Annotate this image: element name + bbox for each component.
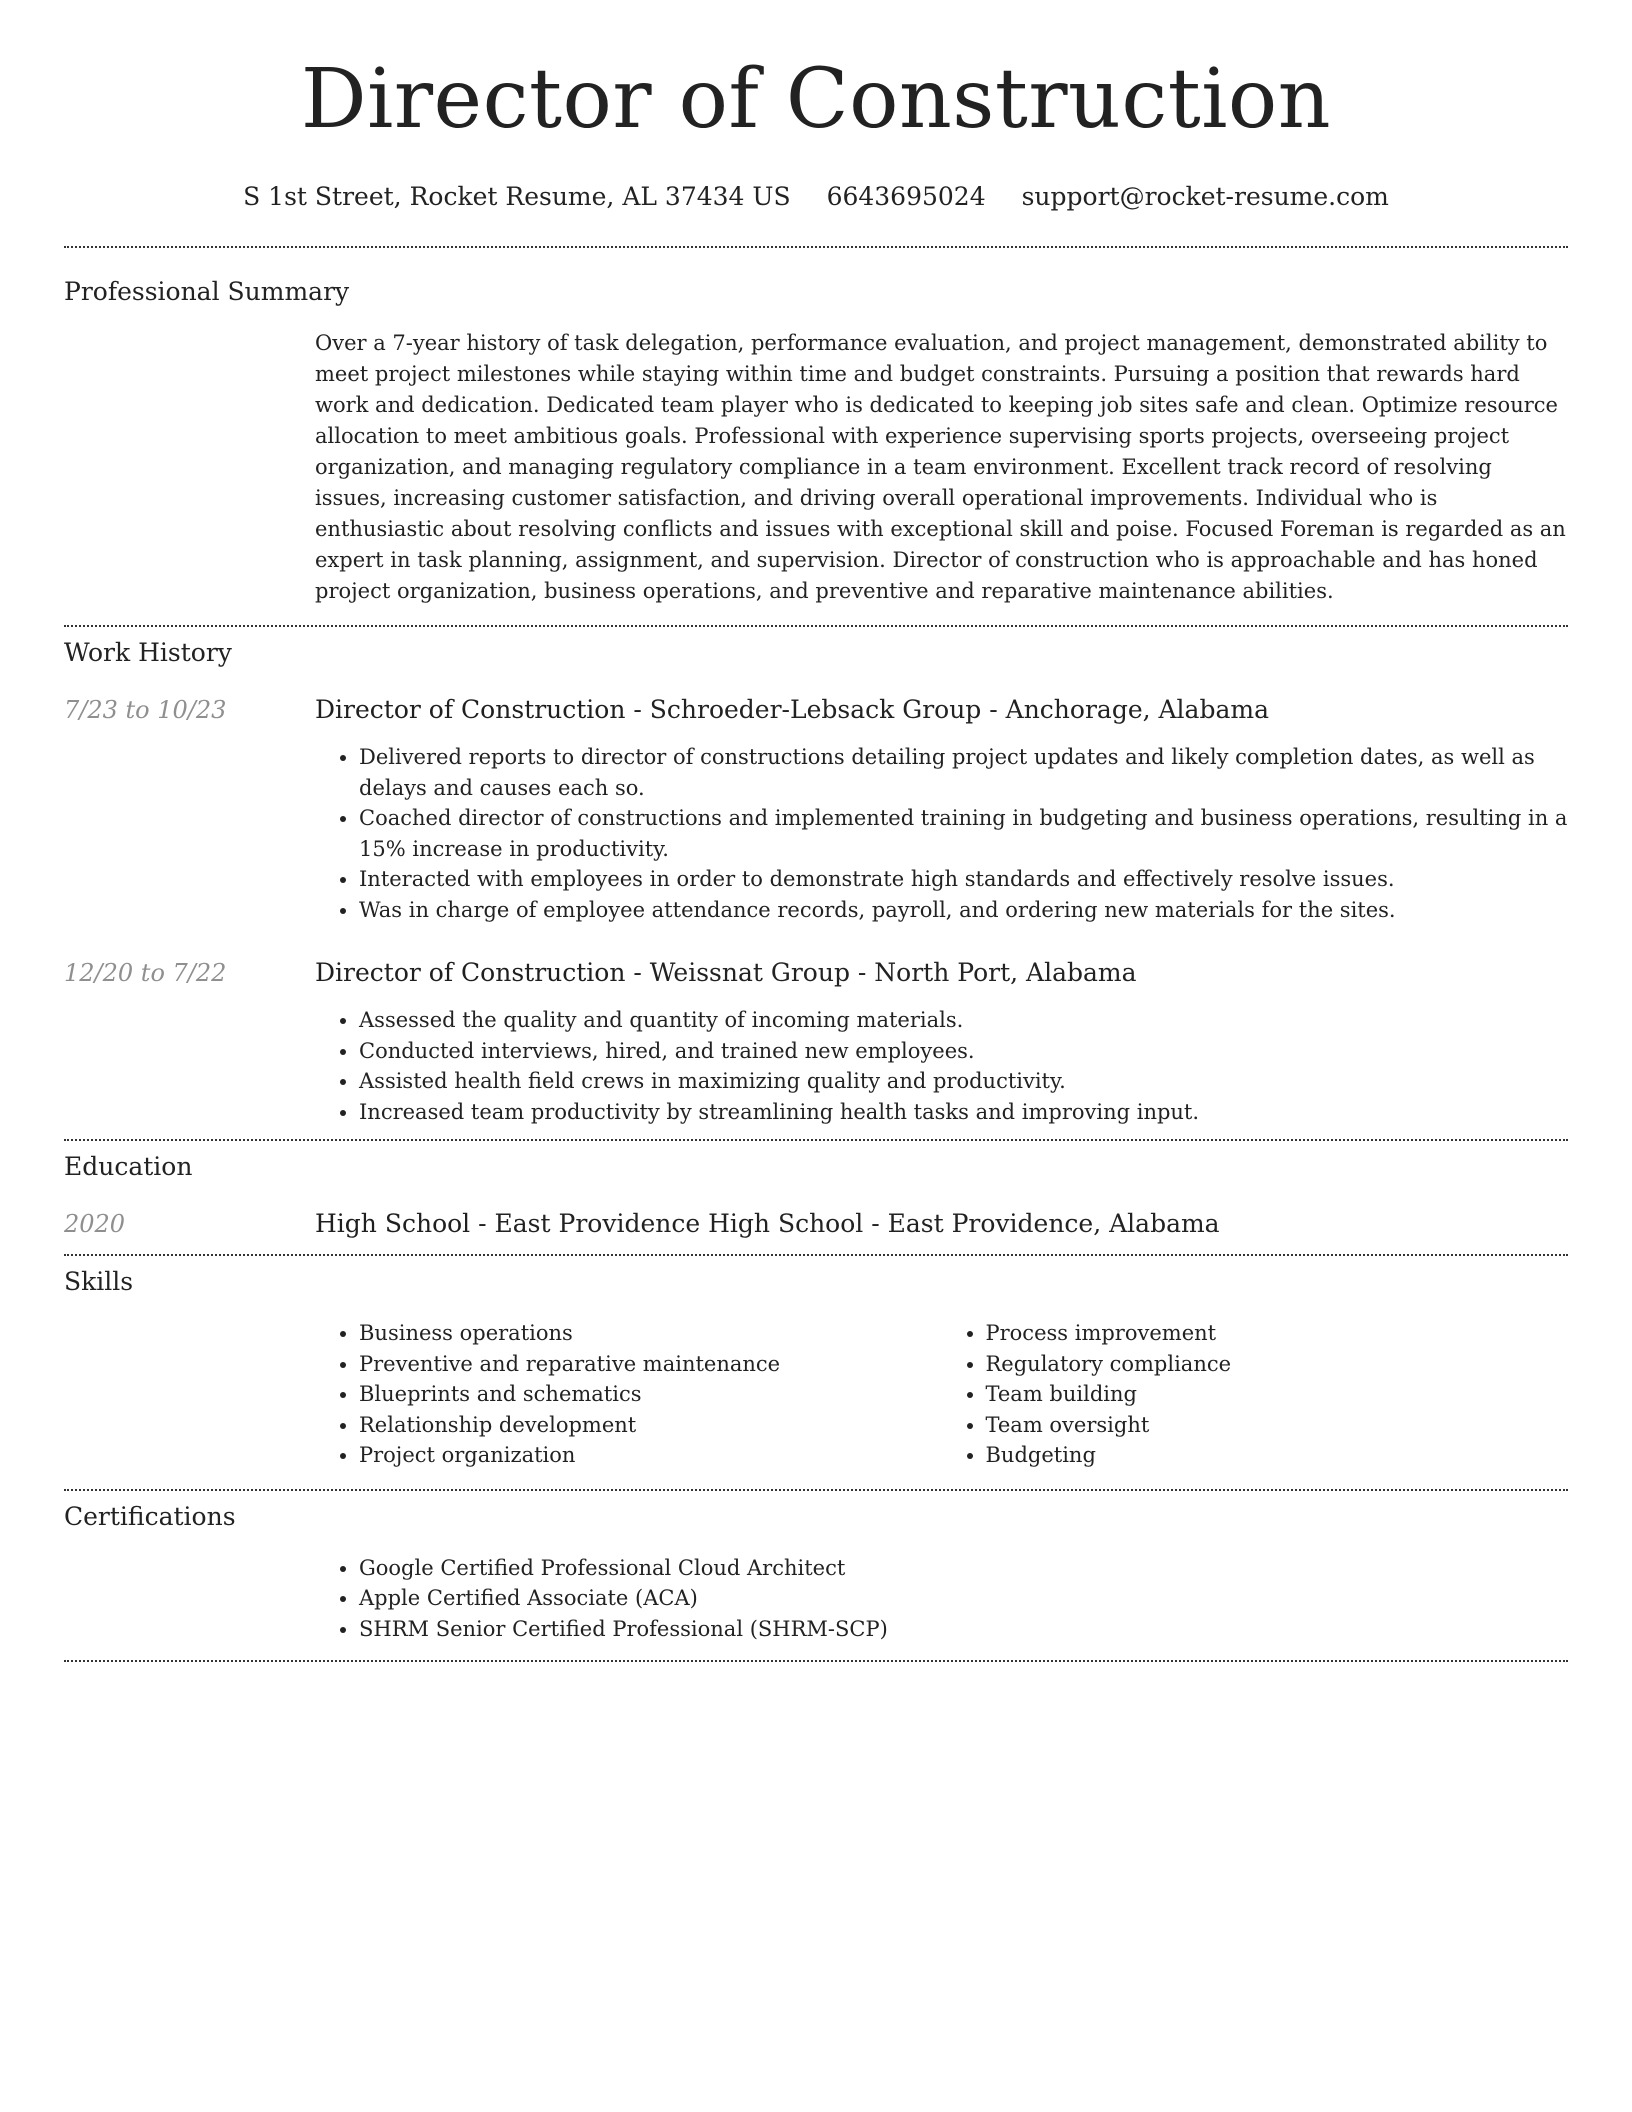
list-item: • Was in charge of employee attendance records, payroll, and ordering new materials for the sites.: [359, 895, 1568, 926]
education-body: [315, 1208, 1568, 1240]
work-history-heading: Work History: [64, 638, 232, 667]
list-item: • Project organization: [359, 1440, 942, 1471]
job-entry: [64, 694, 1568, 925]
skills-list-left: [315, 1318, 942, 1471]
job-company: - Schroeder-Lebsack Group - Anchorage, Alabama: [625, 695, 1269, 724]
summary-row: [64, 328, 1568, 607]
list-item: • Google Certified Professional Cloud Architect: [359, 1553, 1568, 1584]
skills-grid: [315, 1318, 1568, 1471]
contact-email: support@rocket-resume.com: [1021, 182, 1389, 211]
skills-row: [64, 1318, 1568, 1471]
job-dates: [64, 957, 315, 989]
list-item: • Increased team productivity by streamlining health tasks and improving input.: [359, 1097, 1568, 1128]
list-item: • Delivered reports to director of constructions detailing project updates and likely completion dates, as well as delays and causes each so.: [359, 742, 1568, 803]
list-item: • Assessed the quality and quantity of incoming materials.: [359, 1005, 1568, 1036]
job-date-range: 7/23 to 10/23: [64, 696, 227, 724]
section-divider: [64, 625, 1568, 627]
job-body: [315, 694, 1568, 925]
list-item: • Preventive and reparative maintenance: [359, 1349, 942, 1380]
section-divider: [64, 1489, 1568, 1491]
job-responsibilities: [315, 1005, 1568, 1127]
education-year-col: [64, 1208, 315, 1240]
work-history-section: [64, 637, 1568, 1127]
section-divider: [64, 246, 1568, 248]
section-divider: [64, 1254, 1568, 1256]
summary-body: [315, 328, 1568, 607]
job-title: [315, 957, 1568, 989]
section-divider: [64, 1139, 1568, 1141]
job-title: [315, 694, 1568, 726]
summary-heading: Professional Summary: [64, 277, 350, 306]
job-entry: [64, 957, 1568, 1127]
skills-heading: Skills: [64, 1267, 134, 1296]
list-item: • Blueprints and schematics: [359, 1379, 942, 1410]
education-heading: Education: [64, 1152, 193, 1181]
list-item: • Business operations: [359, 1318, 942, 1349]
job-dates: [64, 694, 315, 726]
list-item: • Team oversight: [986, 1410, 1569, 1441]
list-item: • Coached director of constructions and implemented training in budgeting and business operations, resulting in a 15% increase in productivity.: [359, 803, 1568, 864]
education-entry: [64, 1208, 1568, 1240]
certifications-section: [64, 1501, 1568, 1645]
education-title: [315, 1208, 1568, 1240]
list-item: • Regulatory compliance: [986, 1349, 1569, 1380]
summary-section: [64, 276, 1568, 607]
list-item: • Team building: [986, 1379, 1569, 1410]
list-item: • Relationship development: [359, 1410, 942, 1441]
education-school: - East Providence High School - East Providence, Alabama: [470, 1209, 1220, 1238]
job-role: Director of Construction: [315, 695, 626, 724]
list-item: • SHRM Senior Certified Professional (SHRM-SCP): [359, 1614, 1568, 1645]
list-item: • Conducted interviews, hired, and trained new employees.: [359, 1036, 1568, 1067]
job-body: [315, 957, 1568, 1127]
list-item: • Assisted health field crews in maximizing quality and productivity.: [359, 1066, 1568, 1097]
education-section: [64, 1151, 1568, 1240]
list-item: • Budgeting: [986, 1440, 1569, 1471]
contact-address: S 1st Street, Rocket Resume, AL 37434 US: [243, 182, 791, 211]
list-item: • Apple Certified Associate (ACA): [359, 1583, 1568, 1614]
certifications-row: [64, 1553, 1568, 1645]
skills-section: [64, 1266, 1568, 1471]
job-role: Director of Construction: [315, 958, 626, 987]
job-company: - Weissnat Group - North Port, Alabama: [625, 958, 1137, 987]
contact-info: [64, 182, 1568, 212]
list-item: • Interacted with employees in order to demonstrate high standards and effectively resolve issues.: [359, 864, 1568, 895]
certifications-heading: Certifications: [64, 1501, 236, 1531]
section-divider: [64, 1660, 1568, 1662]
certifications-list: [315, 1553, 1568, 1645]
education-year: 2020: [64, 1210, 126, 1238]
skills-list-right: [942, 1318, 1569, 1471]
summary-text: Over a 7-year history of task delegation, performance evaluation, and project management, demonstrated ability to meet project milestones while staying within time and budget constraints. Pursuing a position that rewards hard work and dedication. Dedicated team player who is dedicated to keeping job sites safe and clean. Optimize resource allocation to meet ambitious goals. Professional with experience supervising sports projects, overseeing project organization, and managing regulatory compliance in a team environment. Excellent track record of resolving issues, increasing customer satisfaction, and driving overall operational improvements. Individual who is enthusiastic about resolving conflicts and issues with exceptional skill and poise. Focused Foreman is regarded as an expert in task planning, assignment, and supervision. Director of construction who is approachable and has honed project organization, business operations, and preventive and reparative maintenance abilities.: [315, 331, 1566, 603]
list-item: • Process improvement: [986, 1318, 1569, 1349]
contact-phone: 6643695024: [826, 182, 986, 211]
job-date-range: 12/20 to 7/22: [64, 959, 227, 987]
candidate-name: Director of Construction: [300, 52, 1332, 147]
certifications-body: [315, 1553, 1568, 1645]
job-responsibilities: [315, 742, 1568, 925]
education-degree: High School: [315, 1209, 471, 1238]
